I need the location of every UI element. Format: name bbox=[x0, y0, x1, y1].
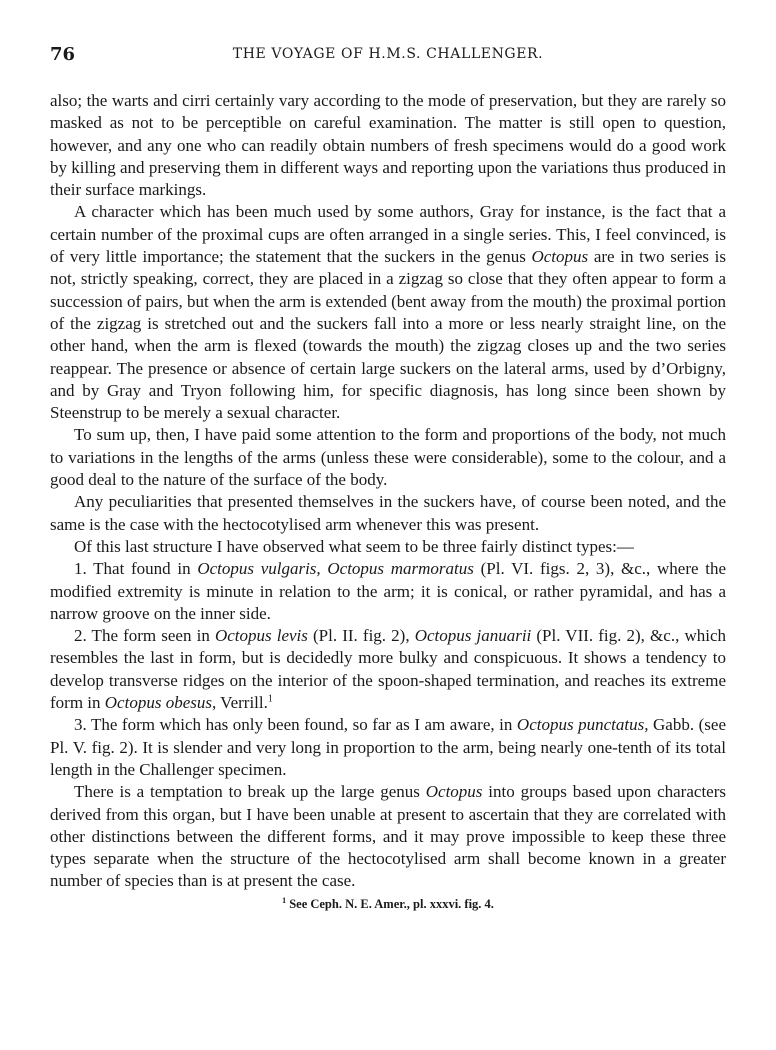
paragraph bbox=[50, 90, 726, 201]
text-run: To sum up, then, I have paid some attention to the form and proportions of the body, not much to variations in the lengths of the arms (unless these were considerable), some to the colour, and a good deal to the nature of the surface of the body. bbox=[50, 425, 726, 490]
italic-text: Octopus bbox=[531, 247, 589, 267]
text-run: are in two series is not, strictly speaking, correct, they are placed in a zigzag so close that they often appear to form a succession of pairs, but when the arm is extended (bent away from the mouth) the proximal portion of the zigzag is stretched out and the suckers fall into a more or less nearly straight line, on the other hand, when the arm is flexed (towards the mouth) the zigzag closes up and the two series reappear. The presence or absence of certain large suckers on the lateral arms, used by d’Orbigny, and by Gray and Tryon following him, for specific diagnosis, has long since been shown by Steenstrup to be merely a sexual character. bbox=[50, 247, 726, 423]
text-run: Any peculiarities that presented themselves in the suckers have, of course been noted, and the same is the case with the hectocotylised arm whenever this was present. bbox=[50, 492, 726, 534]
text-run: (Pl. II. fig. 2), bbox=[307, 626, 415, 646]
page-header bbox=[50, 44, 726, 72]
text-run: 3. The form which has only been found, so far as I am aware, in bbox=[74, 715, 517, 735]
text-run: Gabb. (see Pl. V. fig. 2). It is slender and very long in proportion to the arm, being nearly one-tenth of its total length in the Challenger specimen. bbox=[50, 715, 726, 779]
text-run: (Pl. VI. figs. 2, 3), &c., where the modified extremity is minute in relation to the arm; it is conical, or rather pyramidal, and has a narrow groove on the inner side. bbox=[50, 559, 727, 623]
italic-text: Octopus obesus bbox=[104, 693, 212, 713]
text-run: also; the warts and cirri certainly vary according to the mode of preservation, but they are rarely so masked as not to be perceptible on careful examination. The matter is still open to question, however, and any one who can readily obtain numbers of fresh specimens would do a good work by killing and preserving them in different ways and reporting upon the variations thus produced in their surface markings. bbox=[50, 91, 726, 200]
paragraph bbox=[50, 558, 726, 625]
italic-text: Octopus januarii bbox=[414, 626, 532, 646]
footnote bbox=[50, 897, 726, 912]
footnote-marker: 1 bbox=[282, 895, 287, 905]
text-run: 1. That found in bbox=[74, 559, 198, 579]
paragraph bbox=[50, 781, 726, 892]
paragraph bbox=[50, 714, 726, 781]
italic-text: Octopus vulgaris, Octopus marmoratus bbox=[197, 559, 474, 579]
paragraph bbox=[50, 536, 726, 558]
text-run: Of this last structure I have observed what seem to be three fairly distinct types:— bbox=[74, 536, 634, 556]
paragraph bbox=[50, 201, 726, 424]
paragraph bbox=[50, 424, 726, 491]
footnote-reference: 1 bbox=[267, 693, 273, 705]
body-text bbox=[50, 90, 726, 893]
text-run: A character which has been much used by some authors, Gray for instance, is the fact that a certain number of the proximal cups are often arranged in a single series. This, I feel convinced, is of very little importance; the statement that the suckers in the genus bbox=[50, 202, 726, 267]
text-run: There is a temptation to break up the large genus bbox=[74, 782, 426, 802]
paragraph bbox=[50, 625, 726, 714]
text-run: 2. The form seen in bbox=[74, 626, 215, 646]
footnote-text: See Ceph. N. E. Amer., pl. xxxvi. fig. 4. bbox=[289, 896, 494, 911]
text-run: into groups based upon characters derived from this organ, but I have been unable at present to ascertain that they are correlated with other distinctions between the different forms, and it may prove impossible to keep these three types separate when the structure of the hectocotylised arm shall become known in a greater number of species than is at present the case. bbox=[50, 782, 726, 891]
italic-text: Octopus bbox=[425, 782, 483, 802]
page-number: 76 bbox=[50, 44, 76, 65]
italic-text: Octopus punctatus, bbox=[516, 715, 649, 735]
text-run: (Pl. VII. fig. 2), &c., which resembles the last in form, but is decidedly more bulky and conspicuous. It shows a tendency to develop transverse ridges on the interior of the spoon-shaped termination, and reaches its extreme form in bbox=[50, 626, 726, 713]
running-head: THE VOYAGE OF H.M.S. CHALLENGER. bbox=[232, 46, 544, 62]
text-run: , Verrill. bbox=[211, 693, 268, 713]
paragraph bbox=[50, 491, 726, 536]
italic-text: Octopus levis bbox=[214, 626, 308, 646]
